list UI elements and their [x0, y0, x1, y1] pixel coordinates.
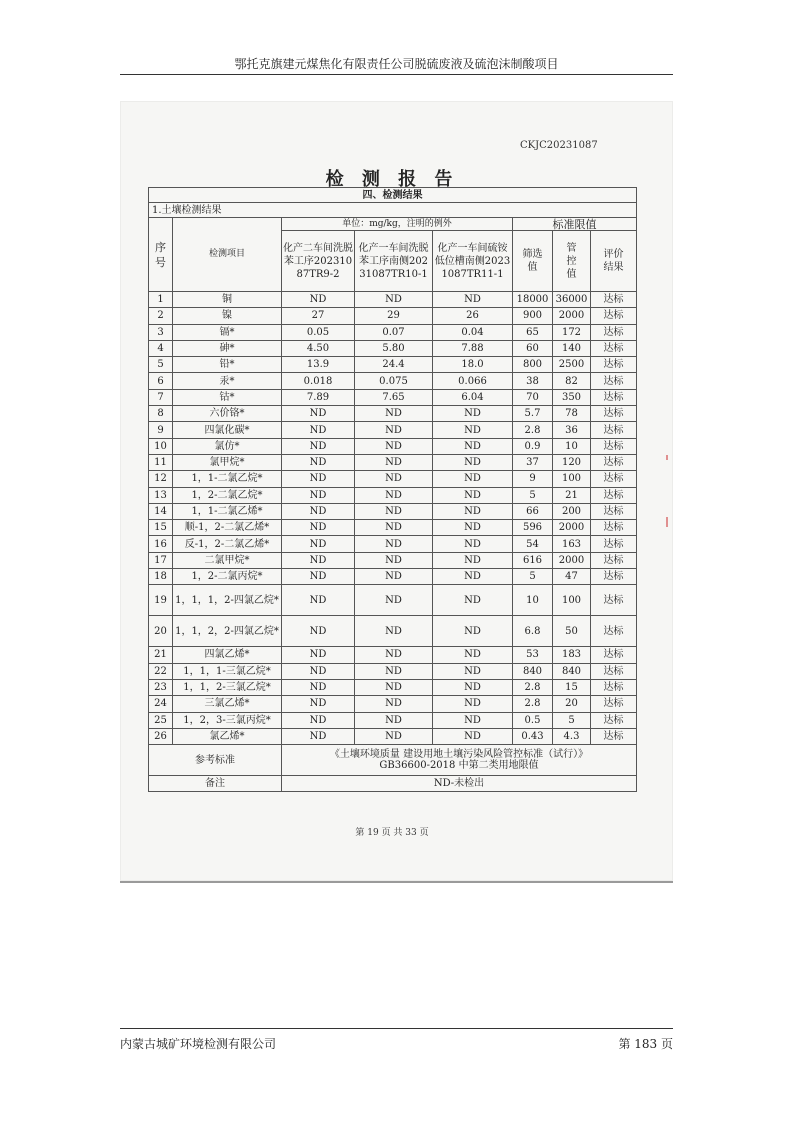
row-seq: 11 [149, 454, 173, 470]
row-item: 镍 [173, 308, 282, 324]
row-sample-2: 29 [355, 308, 433, 324]
column-header-eval [591, 231, 637, 292]
row-sample-1: ND [282, 663, 355, 679]
column-header-sample-1 [282, 231, 355, 292]
row-screen-value: 2.8 [513, 679, 553, 695]
row-sample-2: ND [355, 569, 433, 585]
row-sample-1: ND [282, 292, 355, 308]
row-sample-3: ND [433, 663, 513, 679]
row-screen-value: 18000 [513, 292, 553, 308]
row-control-value: 2500 [553, 357, 591, 373]
page-header-title: 鄂托克旗建元煤焦化有限责任公司脱硫废液及硫泡沫制酸项目 [234, 57, 559, 71]
standard-limit-header: 标准限值 [513, 218, 637, 231]
row-sample-1: ND [282, 696, 355, 712]
row-eval-result: 达标 [591, 487, 637, 503]
row-eval-result: 达标 [591, 536, 637, 552]
row-sample-1: ND [282, 406, 355, 422]
row-sample-2: ND [355, 454, 433, 470]
section-title: 四、检测结果 [149, 188, 637, 203]
row-eval-result: 达标 [591, 712, 637, 728]
row-sample-3: ND [433, 569, 513, 585]
row-control-value: 163 [553, 536, 591, 552]
column-header-seq: 序号 [149, 218, 173, 292]
row-item: 顺-1，2-二氯乙烯* [173, 520, 282, 536]
row-control-value: 10 [553, 438, 591, 454]
row-seq: 25 [149, 712, 173, 728]
row-screen-value: 5 [513, 487, 553, 503]
row-item: 1，2-二氯乙烷* [173, 487, 282, 503]
row-item: 1，1-二氯乙烷* [173, 471, 282, 487]
row-control-value: 183 [553, 647, 591, 663]
row-screen-value: 2.8 [513, 422, 553, 438]
row-eval-result: 达标 [591, 454, 637, 470]
row-screen-value: 54 [513, 536, 553, 552]
row-seq: 23 [149, 679, 173, 695]
row-item: 铅* [173, 357, 282, 373]
column-header-sample-2 [355, 231, 433, 292]
row-eval-result: 达标 [591, 324, 637, 340]
row-sample-3: ND [433, 679, 513, 695]
row-eval-result: 达标 [591, 552, 637, 568]
row-control-value: 21 [553, 487, 591, 503]
row-sample-3: 0.04 [433, 324, 513, 340]
row-sample-1: ND [282, 569, 355, 585]
row-seq: 16 [149, 536, 173, 552]
row-eval-result: 达标 [591, 406, 637, 422]
row-screen-value: 66 [513, 503, 553, 519]
row-sample-3: 0.066 [433, 373, 513, 389]
soil-results-table [148, 187, 637, 792]
row-screen-value: 800 [513, 357, 553, 373]
row-control-value: 100 [553, 585, 591, 616]
row-sample-3: ND [433, 454, 513, 470]
row-seq: 7 [149, 389, 173, 405]
row-item: 氯甲烷* [173, 454, 282, 470]
row-seq: 9 [149, 422, 173, 438]
row-eval-result: 达标 [591, 663, 637, 679]
row-eval-result: 达标 [591, 647, 637, 663]
row-sample-3: 26 [433, 308, 513, 324]
row-eval-result: 达标 [591, 308, 637, 324]
table-row [149, 616, 637, 647]
row-screen-value: 0.9 [513, 438, 553, 454]
table-row [149, 406, 637, 422]
row-control-value: 36000 [553, 292, 591, 308]
row-eval-result: 达标 [591, 569, 637, 585]
row-sample-3: ND [433, 696, 513, 712]
row-sample-2: 24.4 [355, 357, 433, 373]
row-sample-3: ND [433, 712, 513, 728]
row-screen-value: 596 [513, 520, 553, 536]
footer-page-number: 第 183 页 [618, 1037, 673, 1051]
row-control-value: 78 [553, 406, 591, 422]
row-control-value: 82 [553, 373, 591, 389]
row-sample-1: ND [282, 422, 355, 438]
row-control-value: 5 [553, 712, 591, 728]
row-item: 1，1，2，2-四氯乙烷* [173, 616, 282, 647]
row-item: 汞* [173, 373, 282, 389]
row-eval-result: 达标 [591, 728, 637, 744]
row-control-value: 140 [553, 340, 591, 356]
row-control-value: 840 [553, 663, 591, 679]
subsection-title: 1.土壤检测结果 [149, 203, 637, 218]
reference-line-1: 《土壤环境质量 建设用地土壤污染风险管控标准（试行）》 [329, 749, 589, 761]
row-sample-2: ND [355, 422, 433, 438]
row-control-value: 350 [553, 389, 591, 405]
row-sample-3: 18.0 [433, 357, 513, 373]
footer-company: 内蒙古城矿环境检测有限公司 [120, 1037, 277, 1051]
row-screen-value: 5.7 [513, 406, 553, 422]
row-screen-value: 60 [513, 340, 553, 356]
row-screen-value: 9 [513, 471, 553, 487]
row-seq: 4 [149, 340, 173, 356]
row-item: 四氯乙烯* [173, 647, 282, 663]
row-sample-1: ND [282, 454, 355, 470]
row-sample-1: ND [282, 503, 355, 519]
header-divider [120, 74, 673, 75]
row-screen-value: 840 [513, 663, 553, 679]
row-sample-1: ND [282, 585, 355, 616]
row-sample-1: 13.9 [282, 357, 355, 373]
row-seq: 14 [149, 503, 173, 519]
table-row [149, 389, 637, 405]
row-control-value: 36 [553, 422, 591, 438]
row-sample-3: ND [433, 487, 513, 503]
row-seq: 26 [149, 728, 173, 744]
table-row [149, 292, 637, 308]
row-sample-1: 7.89 [282, 389, 355, 405]
row-screen-value: 5 [513, 569, 553, 585]
document-code: CKJC20231087 [520, 140, 598, 151]
row-control-value: 47 [553, 569, 591, 585]
row-control-value: 2000 [553, 308, 591, 324]
column-header-sample-3 [433, 231, 513, 292]
row-sample-1: 4.50 [282, 340, 355, 356]
row-item: 钴* [173, 389, 282, 405]
row-eval-result: 达标 [591, 503, 637, 519]
row-item: 砷* [173, 340, 282, 356]
row-sample-1: ND [282, 471, 355, 487]
table-row [149, 552, 637, 568]
row-sample-3: ND [433, 647, 513, 663]
row-eval-result: 达标 [591, 585, 637, 616]
row-sample-1: ND [282, 552, 355, 568]
report-title: 检 测 报 告 [325, 169, 459, 190]
row-sample-2: ND [355, 679, 433, 695]
table-row [149, 728, 637, 744]
sample-1-label: 化产二车间洗脱苯工序20231087TR9-2 [283, 242, 353, 280]
row-sample-2: ND [355, 728, 433, 744]
row-item: 四氯化碳* [173, 422, 282, 438]
row-seq: 17 [149, 552, 173, 568]
footer-divider [120, 1028, 673, 1029]
row-sample-1: ND [282, 616, 355, 647]
margin-mark [666, 455, 668, 460]
row-item: 氯乙烯* [173, 728, 282, 744]
row-seq: 24 [149, 696, 173, 712]
row-sample-2: ND [355, 616, 433, 647]
row-eval-result: 达标 [591, 373, 637, 389]
row-sample-2: 7.65 [355, 389, 433, 405]
row-screen-value: 37 [513, 454, 553, 470]
table-row [149, 696, 637, 712]
row-eval-result: 达标 [591, 389, 637, 405]
sample-2-label: 化产一车间洗脱苯工序南侧20231087TR10-1 [358, 242, 429, 280]
row-sample-3: ND [433, 728, 513, 744]
row-sample-2: ND [355, 663, 433, 679]
row-seq: 21 [149, 647, 173, 663]
row-screen-value: 900 [513, 308, 553, 324]
row-sample-1: ND [282, 536, 355, 552]
table-row [149, 340, 637, 356]
row-seq: 13 [149, 487, 173, 503]
column-header-item: 检测项目 [173, 218, 282, 292]
row-sample-1: ND [282, 679, 355, 695]
table-row [149, 569, 637, 585]
column-header-screen [513, 231, 553, 292]
row-sample-3: ND [433, 503, 513, 519]
row-sample-1: 0.018 [282, 373, 355, 389]
table-row [149, 520, 637, 536]
row-sample-3: ND [433, 520, 513, 536]
row-seq: 22 [149, 663, 173, 679]
row-seq: 5 [149, 357, 173, 373]
row-item: 1，1，1-三氯乙烷* [173, 663, 282, 679]
column-header-control [553, 231, 591, 292]
row-seq: 12 [149, 471, 173, 487]
row-sample-2: 0.075 [355, 373, 433, 389]
row-item: 1，2-二氯丙烷* [173, 569, 282, 585]
row-sample-2: ND [355, 406, 433, 422]
table-row [149, 373, 637, 389]
reference-standard-label: 参考标准 [149, 745, 282, 776]
row-sample-3: ND [433, 406, 513, 422]
table-row [149, 324, 637, 340]
row-control-value: 172 [553, 324, 591, 340]
row-item: 氯仿* [173, 438, 282, 454]
row-seq: 20 [149, 616, 173, 647]
sample-3-label: 化产一车间硫铵低位槽南侧20231087TR11-1 [434, 242, 511, 280]
row-screen-value: 10 [513, 585, 553, 616]
eval-label: 评价结果 [603, 249, 624, 273]
row-seq: 19 [149, 585, 173, 616]
row-sample-2: ND [355, 585, 433, 616]
remarks-value: ND-未检出 [282, 776, 637, 792]
table-row [149, 357, 637, 373]
report-page-indicator: 第 19 页 共 33 页 [355, 828, 429, 838]
row-sample-3: ND [433, 536, 513, 552]
table-row [149, 454, 637, 470]
table-row [149, 712, 637, 728]
row-item: 反-1，2-二氯乙烯* [173, 536, 282, 552]
row-sample-2: ND [355, 552, 433, 568]
table-row [149, 647, 637, 663]
table-row [149, 487, 637, 503]
table-row [149, 503, 637, 519]
row-seq: 2 [149, 308, 173, 324]
table-row [149, 663, 637, 679]
row-item: 二氯甲烷* [173, 552, 282, 568]
row-sample-3: ND [433, 585, 513, 616]
row-eval-result: 达标 [591, 616, 637, 647]
row-sample-1: ND [282, 647, 355, 663]
row-sample-1: 0.05 [282, 324, 355, 340]
row-eval-result: 达标 [591, 471, 637, 487]
row-sample-3: ND [433, 471, 513, 487]
row-sample-2: ND [355, 712, 433, 728]
row-eval-result: 达标 [591, 422, 637, 438]
table-row [149, 438, 637, 454]
row-sample-2: ND [355, 647, 433, 663]
row-sample-3: ND [433, 292, 513, 308]
row-sample-2: ND [355, 471, 433, 487]
row-sample-3: 6.04 [433, 389, 513, 405]
row-eval-result: 达标 [591, 679, 637, 695]
row-screen-value: 70 [513, 389, 553, 405]
row-sample-2: ND [355, 292, 433, 308]
row-screen-value: 0.5 [513, 712, 553, 728]
row-eval-result: 达标 [591, 438, 637, 454]
row-sample-1: ND [282, 728, 355, 744]
row-seq: 10 [149, 438, 173, 454]
table-row [149, 471, 637, 487]
row-control-value: 100 [553, 471, 591, 487]
row-sample-2: ND [355, 503, 433, 519]
row-sample-3: ND [433, 552, 513, 568]
margin-mark [666, 522, 668, 527]
row-sample-1: ND [282, 712, 355, 728]
row-item: 1，1-二氯乙烯* [173, 503, 282, 519]
row-sample-2: ND [355, 696, 433, 712]
row-sample-1: ND [282, 438, 355, 454]
table-row [149, 585, 637, 616]
row-seq: 18 [149, 569, 173, 585]
table-row [149, 536, 637, 552]
row-item: 六价铬* [173, 406, 282, 422]
row-screen-value: 2.8 [513, 696, 553, 712]
reference-standard-value [282, 745, 637, 776]
row-screen-value: 38 [513, 373, 553, 389]
table-row [149, 308, 637, 324]
row-sample-1: ND [282, 520, 355, 536]
row-screen-value: 65 [513, 324, 553, 340]
row-control-value: 120 [553, 454, 591, 470]
row-sample-2: 5.80 [355, 340, 433, 356]
row-sample-3: ND [433, 616, 513, 647]
row-control-value: 2000 [553, 552, 591, 568]
row-eval-result: 达标 [591, 292, 637, 308]
row-control-value: 20 [553, 696, 591, 712]
row-sample-3: ND [433, 438, 513, 454]
row-eval-result: 达标 [591, 520, 637, 536]
row-seq: 8 [149, 406, 173, 422]
row-eval-result: 达标 [591, 696, 637, 712]
table-row [149, 679, 637, 695]
row-seq: 15 [149, 520, 173, 536]
row-screen-value: 0.43 [513, 728, 553, 744]
row-screen-value: 616 [513, 552, 553, 568]
row-sample-2: ND [355, 487, 433, 503]
remarks-label: 备注 [149, 776, 282, 792]
row-sample-1: 27 [282, 308, 355, 324]
row-item: 镉* [173, 324, 282, 340]
row-seq: 1 [149, 292, 173, 308]
row-item: 1，1，1，2-四氯乙烷* [173, 585, 282, 616]
row-sample-2: ND [355, 520, 433, 536]
row-control-value: 4.3 [553, 728, 591, 744]
row-item: 1，1，2-三氯乙烷* [173, 679, 282, 695]
screen-label: 筛选值 [522, 249, 543, 273]
row-item: 铜 [173, 292, 282, 308]
row-control-value: 15 [553, 679, 591, 695]
row-sample-2: ND [355, 438, 433, 454]
reference-line-2: GB36600-2018 中第二类用地限值 [379, 760, 539, 772]
row-sample-2: ND [355, 536, 433, 552]
row-control-value: 200 [553, 503, 591, 519]
table-row [149, 422, 637, 438]
row-sample-2: 0.07 [355, 324, 433, 340]
row-eval-result: 达标 [591, 340, 637, 356]
row-control-value: 50 [553, 616, 591, 647]
row-sample-3: ND [433, 422, 513, 438]
row-seq: 3 [149, 324, 173, 340]
row-item: 1，2，3-三氯丙烷* [173, 712, 282, 728]
row-sample-3: 7.88 [433, 340, 513, 356]
unit-note: 单位：mg/kg，注明的例外 [282, 218, 513, 231]
row-control-value: 2000 [553, 520, 591, 536]
row-sample-1: ND [282, 487, 355, 503]
row-screen-value: 53 [513, 647, 553, 663]
scan-bottom-edge [120, 881, 673, 883]
row-seq: 6 [149, 373, 173, 389]
control-label: 管控值 [566, 242, 577, 280]
row-eval-result: 达标 [591, 357, 637, 373]
row-screen-value: 6.8 [513, 616, 553, 647]
row-item: 三氯乙烯* [173, 696, 282, 712]
